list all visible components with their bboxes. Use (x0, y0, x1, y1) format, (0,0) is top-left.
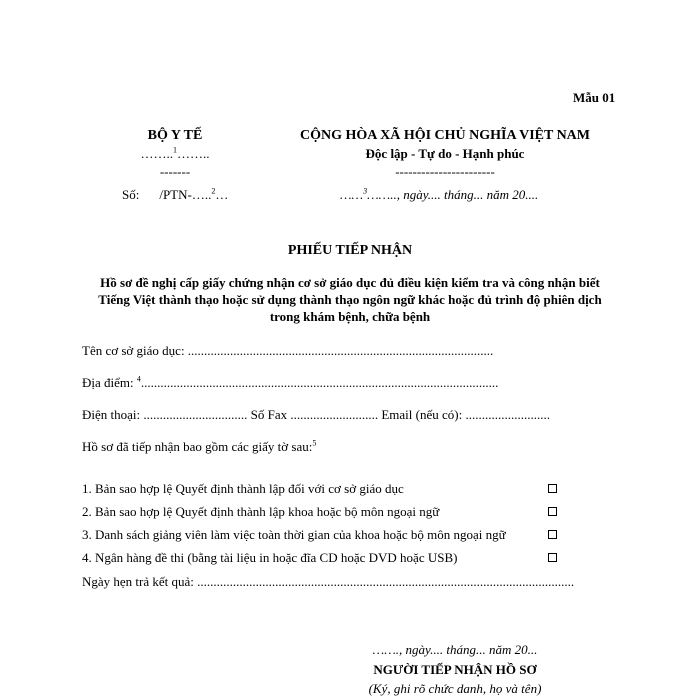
document-item: 2. Bản sao hợp lệ Quyết định thành lập khoa hoặc bộ môn ngoại ngữ (82, 504, 440, 519)
agency-sub: ……..$^1$…….. (140, 145, 210, 161)
agency-name: BỘ Y TẾ (147, 128, 203, 143)
left-header (110, 128, 240, 180)
checkbox-icon[interactable] (548, 484, 557, 493)
subtitle-line: Tiếng Việt thành thạo hoặc sử dụng thành thạo ngôn ngữ khác hoặc đủ trình độ phiên dịch (98, 292, 602, 307)
place-date: ……$^3$…….., ngày.... tháng... năm 20.... (340, 186, 539, 202)
footnote-marker: 3 (363, 186, 368, 196)
footnote-marker: 1 (173, 145, 177, 155)
checkbox-icon[interactable] (548, 530, 557, 539)
return-date-field[interactable]: Ngày hẹn trả kết quả: .................................................................................................................... (82, 574, 575, 589)
signature-title: NGƯỜI TIẾP NHẬN HỒ SƠ (373, 662, 537, 677)
left-header-divider: ------- (159, 164, 191, 179)
document-item: 3. Danh sách giảng viên làm việc toàn thời gian của khoa hoặc bộ môn ngoại ngữ (82, 527, 506, 542)
document-item: 4. Ngân hàng đề thi (bằng tài liệu in hoặc đĩa CD hoặc DVD hoặc USB) (82, 550, 458, 565)
signature-block (350, 642, 560, 697)
subtitle-line: Hồ sơ đề nghị cấp giấy chứng nhận cơ sở giáo dục đủ điều kiện kiểm tra và công nhận biết (100, 275, 600, 290)
footnote-marker: 5 (312, 438, 317, 448)
so-label: Số: (122, 187, 140, 202)
location-field[interactable]: Địa điểm: $^4$.............................................................................................................. (82, 374, 499, 390)
country-name: CỘNG HÒA XÃ HỘI CHỦ NGHĨA VIỆT NAM (299, 128, 590, 143)
footnote-marker: 2 (211, 186, 216, 196)
motto: Độc lập - Tự do - Hạnh phúc (365, 146, 525, 161)
right-header (290, 128, 600, 180)
footnote-marker: 4 (136, 374, 141, 384)
document-number (122, 187, 228, 203)
page-title: PHIẾU TIẾP NHẬN (287, 243, 413, 258)
so-value: /PTN-…..$^2$… (159, 186, 229, 202)
facility-name-field[interactable]: Tên cơ sở giáo dục: .............................................................................................. (82, 343, 494, 358)
right-header-divider: ----------------------- (395, 164, 495, 179)
document-item: 1. Bản sao hợp lệ Quyết định thành lập đối với cơ sở giáo dục (82, 481, 404, 496)
contact-field[interactable]: Điện thoại: ................................ Số Fax ........................... Email (nếu có): .......................... (82, 407, 550, 422)
form-code: Mẫu 01 (573, 90, 616, 105)
checkbox-icon[interactable] (548, 553, 557, 562)
checkbox-icon[interactable] (548, 507, 557, 516)
subtitle (0, 274, 700, 325)
signature-date: ……., ngày.... tháng... năm 20... (372, 642, 538, 657)
signature-note: (Ký, ghi rõ chức danh, họ và tên) (368, 681, 542, 696)
received-documents-label: Hồ sơ đã tiếp nhận bao gồm các giấy tờ sau:$^5$ (82, 438, 317, 454)
subtitle-line: trong khám bệnh, chữa bệnh (269, 309, 431, 324)
